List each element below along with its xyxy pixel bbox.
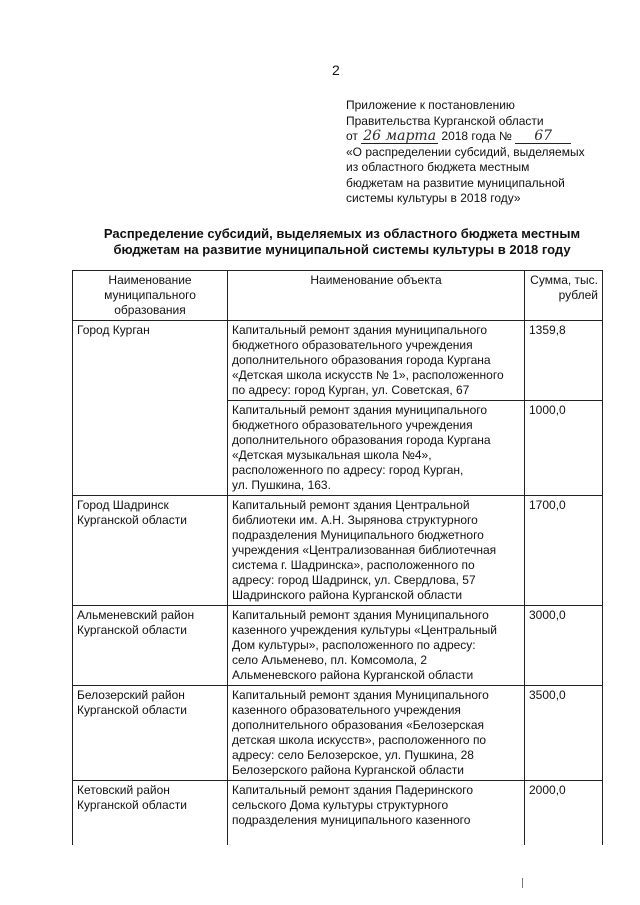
municipality-cell: Город Шадринск Курганской области <box>73 496 228 606</box>
object-cell: Капитальный ремонт здания Муниципального казенного учреждения культуры «Центральный Дом культуры», расположенного по адресу: село Альменево, пл. Комсомола, 2 Альменевского района Курганской области <box>228 606 525 686</box>
municipality-cell: Кетовский район Курганской области <box>73 781 228 846</box>
handwritten-number: 67 <box>515 130 571 144</box>
sum-cell: 1359,8 <box>525 321 603 401</box>
object-cell: Капитальный ремонт здания Падеринского сельского Дома культуры структурного подразделения муниципального казенного <box>228 781 525 846</box>
sum-cell: 1700,0 <box>525 496 603 606</box>
header-municipality: Наименование муниципального образования <box>73 271 228 321</box>
appendix-date-line <box>346 129 616 145</box>
appendix-line-1: Приложение к постановлению <box>346 98 515 112</box>
scan-mark <box>522 878 523 888</box>
object-cell: Капитальный ремонт здания муниципального бюджетного образовательного учреждения дополнительного образования города Кургана «Детская музыкальная школа №4», расположенного по адресу: город Курган, ул. Пушкина, 163. <box>228 401 525 496</box>
table-row <box>73 496 603 606</box>
sum-cell: 2000,0 <box>525 781 603 846</box>
title-line-2: бюджетам на развитие муниципальной системы культуры в 2018 году <box>113 242 571 257</box>
appendix-line-6: бюджетам на развитие муниципальной <box>346 175 565 190</box>
from-label: от <box>346 129 358 143</box>
title-line-1: Распределение субсидий, выделяемых из областного бюджета местным <box>103 226 581 241</box>
appendix-line-5: из областного бюджета местным <box>346 160 530 174</box>
appendix-line-4: «О распределении субсидий, выделяемых <box>346 144 585 159</box>
appendix-header <box>346 98 616 207</box>
table-row <box>73 606 603 686</box>
table-header-row <box>73 271 603 321</box>
table-row <box>73 321 603 401</box>
object-cell: Капитальный ремонт здания Муниципального казенного образовательного учреждения дополнительного образования «Белозерская детская школа искусств», расположенного по адресу: село Белозерское, ул. Пушкина, 28 Белозерского района Курганской области <box>228 686 525 781</box>
appendix-line-2: Правительства Курганской области <box>346 113 544 128</box>
municipality-cell: Белозерский район Курганской области <box>73 686 228 781</box>
document-title <box>92 226 592 258</box>
subsidy-table <box>72 270 603 845</box>
appendix-line-7: системы культуры в 2018 году» <box>346 191 521 205</box>
table-row <box>73 781 603 846</box>
header-sum: Сумма, тыс. рублей <box>525 271 603 321</box>
handwritten-date: 26 марта <box>363 128 437 144</box>
municipality-cell: Город Курган <box>73 321 228 496</box>
municipality-cell: Альменевский район Курганской области <box>73 606 228 686</box>
sum-cell: 3000,0 <box>525 606 603 686</box>
sum-cell: 1000,0 <box>525 401 603 496</box>
object-cell: Капитальный ремонт здания муниципального бюджетного образовательного учреждения дополнительного образования города Кургана «Детская школа искусств № 1», расположенного по адресу: город Курган, ул. Советская, 67 <box>228 321 525 401</box>
object-cell: Капитальный ремонт здания Центральной библиотеки им. А.Н. Зырянова структурного подразделения Муниципального бюджетного учреждения «Централизованная библиотечная система г. Шадринска», расположенного по адресу: город Шадринск, ул. Свердлова, 57 Шадринского района Курганской области <box>228 496 525 606</box>
header-object: Наименование объекта <box>228 271 525 321</box>
year-text: 2018 года № <box>441 129 512 143</box>
sum-cell: 3500,0 <box>525 686 603 781</box>
table-row <box>73 686 603 781</box>
page-number: 2 <box>332 62 340 78</box>
